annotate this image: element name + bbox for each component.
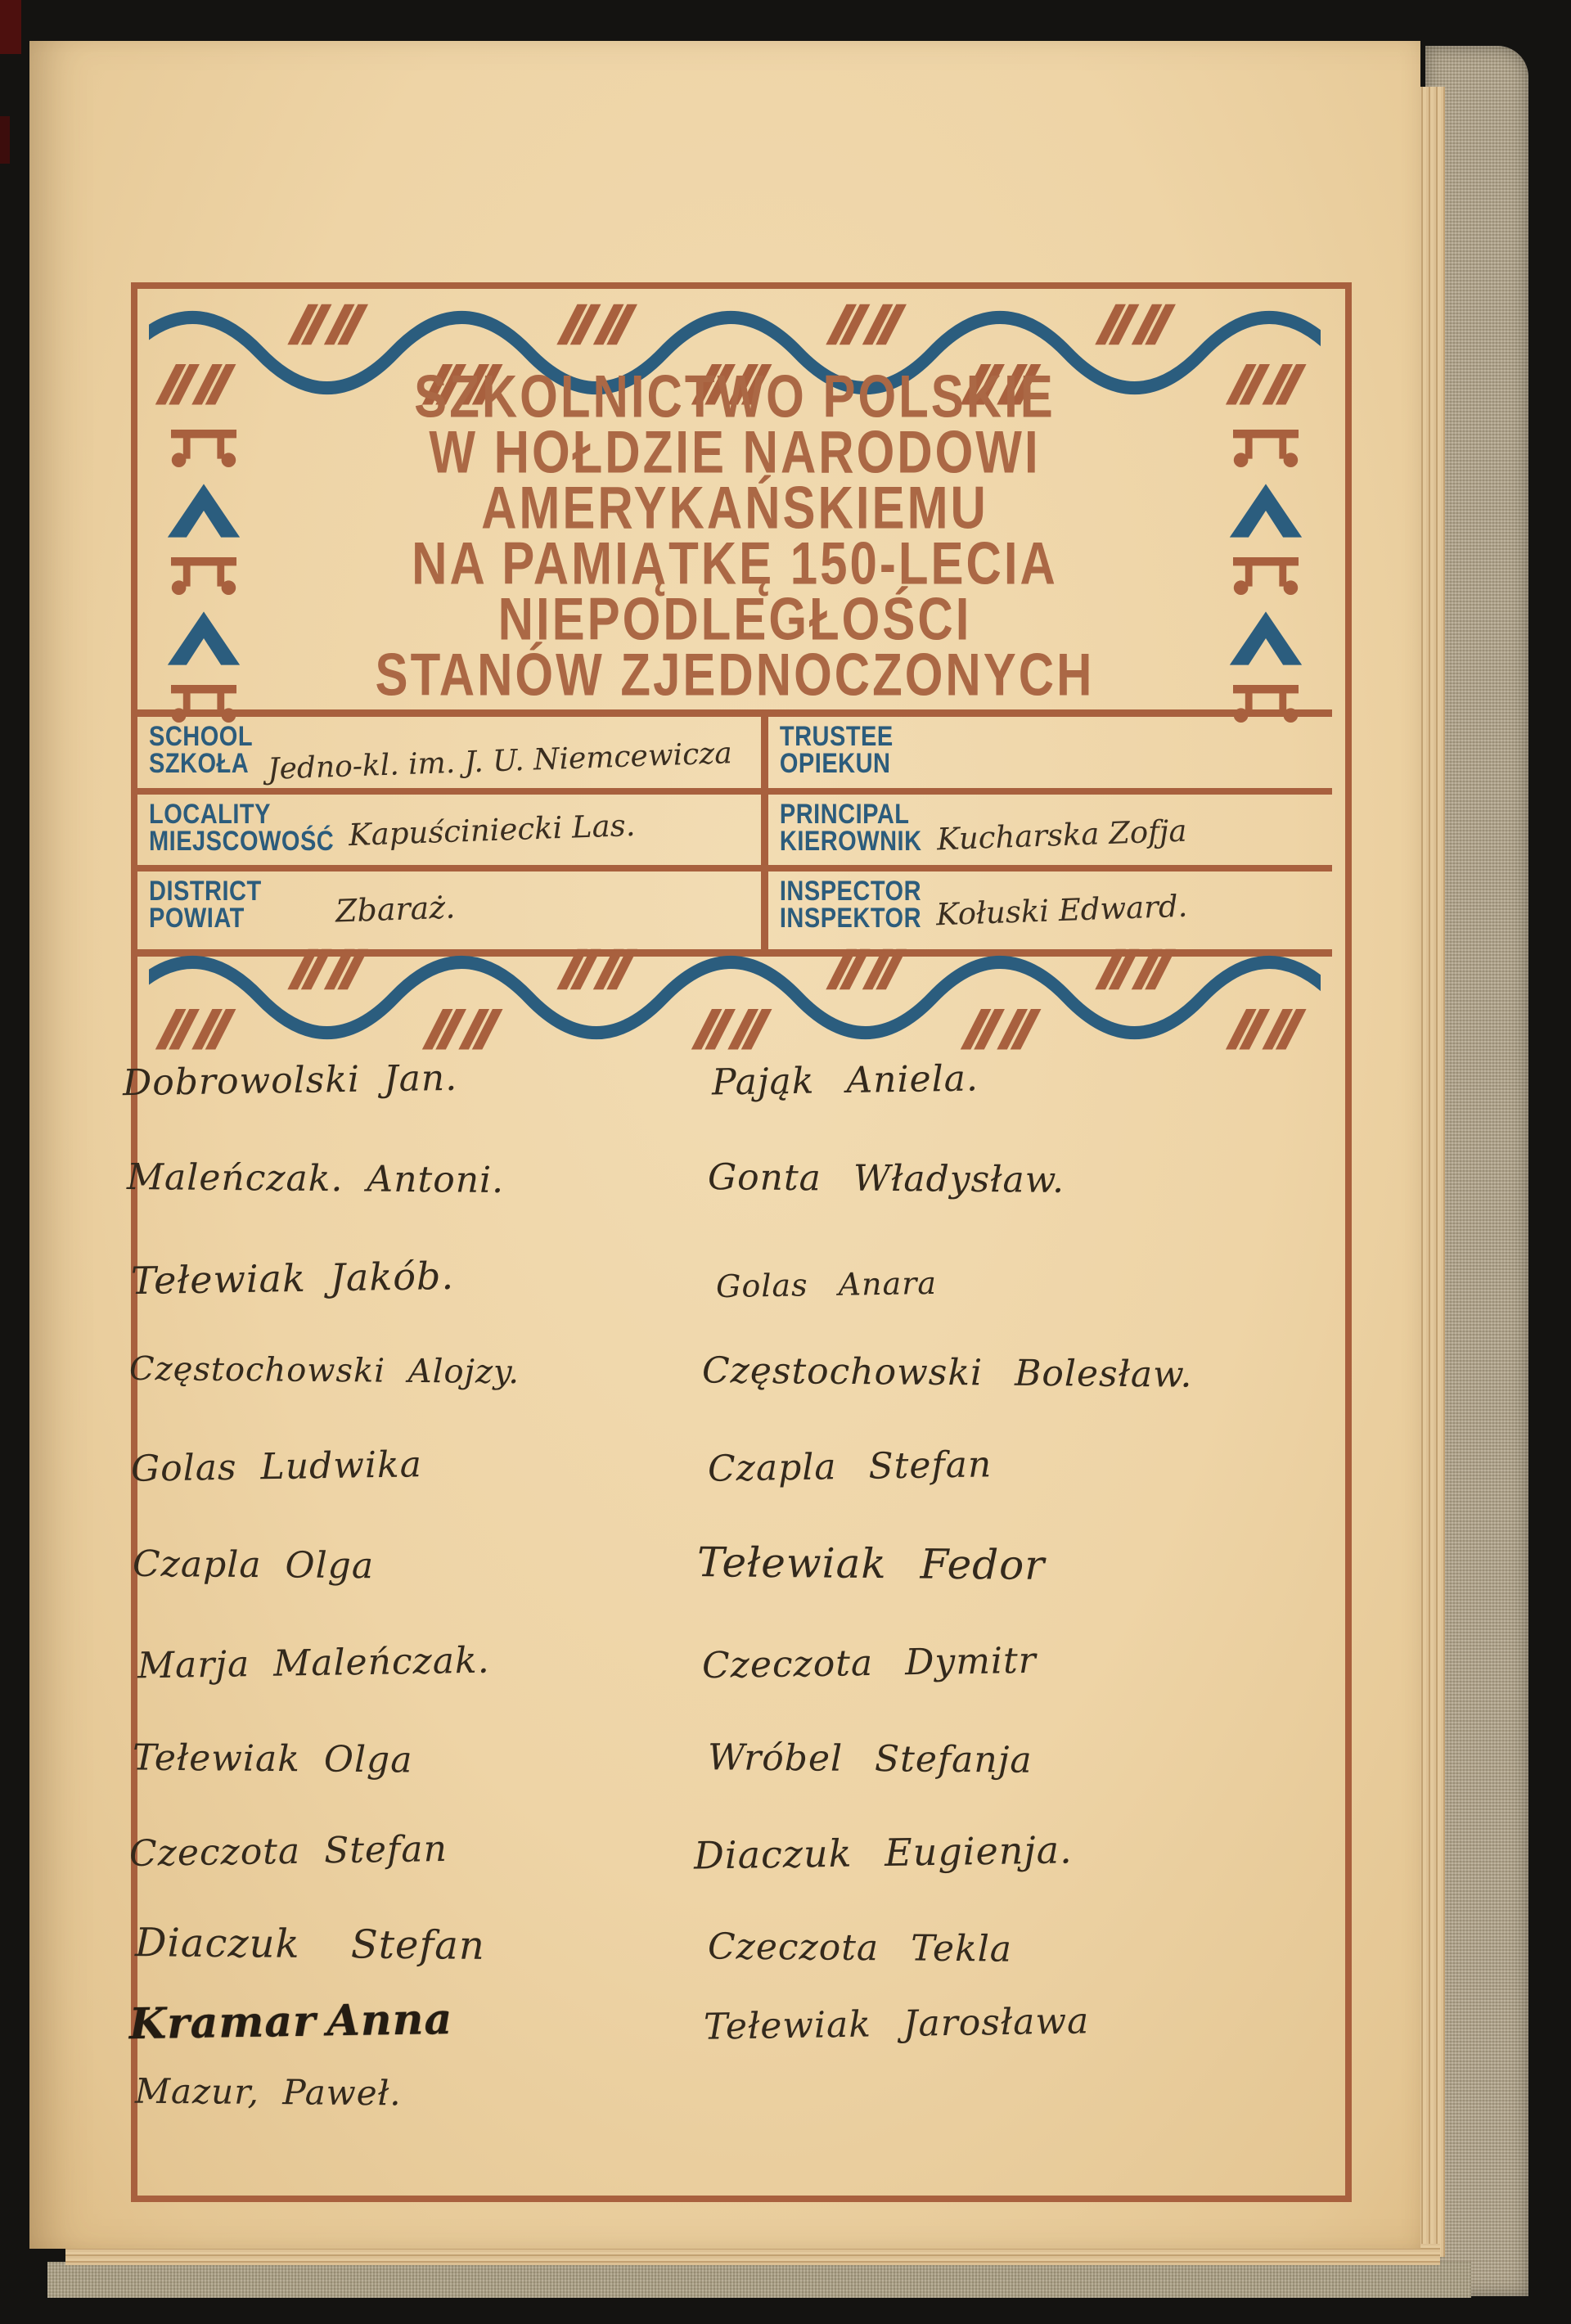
signature: Tełewiak Olga: [132, 1736, 413, 1781]
signature: Diaczuk Eugienja.: [693, 1827, 1074, 1878]
handwritten-school-value: Jedno-kl. im. J. U. Niemcewicza: [267, 736, 733, 786]
signature: Mazur, Paweł.: [134, 2070, 402, 2114]
signature: Kramar Anna: [128, 1993, 453, 2050]
signature: Tełewiak Jakób.: [130, 1253, 455, 1304]
signature: Gonta Władysław.: [707, 1156, 1065, 1201]
signature: Czeczota Tekla: [707, 1925, 1013, 1970]
signature: Tełewiak Jarosława: [703, 2000, 1090, 2048]
signature: Czeczota Stefan: [128, 1827, 448, 1876]
signature: Maleńczak. Antoni.: [126, 1155, 505, 1202]
title-line: STANÓW ZJEDNOCZONYCH: [375, 641, 1095, 709]
signature: Golas Anara: [715, 1264, 938, 1305]
signature: Czeczota Dymitr: [701, 1639, 1038, 1687]
form-label-locality: LOCALITY MIEJSCOWOŚĆ: [149, 799, 335, 858]
form-label-inspector: INSPECTOR INSPEKTOR: [779, 876, 922, 935]
signature: Diaczuk Stefan: [134, 1920, 486, 1969]
form-label-principal: PRINCIPAL KIEROWNIK: [779, 799, 922, 858]
handwritten-locality-value: Kapuściniecki Las.: [348, 807, 637, 853]
title-line: NA PAMIĄTKĘ 150-LECIA: [412, 529, 1058, 597]
title-line: NIEPODLEGŁOŚCI: [497, 585, 972, 653]
signature: Marja Maleńczak.: [137, 1639, 490, 1687]
handwritten-district-value: Zbaraż.: [334, 889, 456, 930]
signature: Pająk Aniela.: [711, 1057, 979, 1104]
form-label-school: SCHOOL SZKOŁA: [149, 721, 254, 780]
signature: Tełewiak Fedor: [696, 1538, 1046, 1589]
handwritten-inspector-value: Kołuski Edward.: [935, 888, 1189, 933]
signature: Częstochowski Alojzy.: [128, 1349, 520, 1392]
form-label-district: DISTRICT POWIAT: [149, 876, 262, 935]
form-label-trustee: TRUSTEE OPIEKUN: [779, 721, 894, 780]
signature: Golas Ludwika: [130, 1443, 423, 1490]
signature: Dobrowolski Jan.: [122, 1056, 458, 1105]
handwritten-principal-value: Kucharska Zofja: [935, 813, 1187, 857]
signature: Wróbel Stefanja: [707, 1736, 1033, 1781]
title-line: W HOŁDZIE NARODOWI: [429, 418, 1041, 486]
title-line: SZKOLNICTWO POLSKIE: [414, 363, 1056, 430]
signature: Czapla Olga: [132, 1543, 375, 1588]
title-line: AMERYKAŃSKIEMU: [481, 474, 988, 542]
signature: Częstochowski Bolesław.: [701, 1349, 1193, 1396]
signature: Czapla Stefan: [707, 1443, 993, 1490]
